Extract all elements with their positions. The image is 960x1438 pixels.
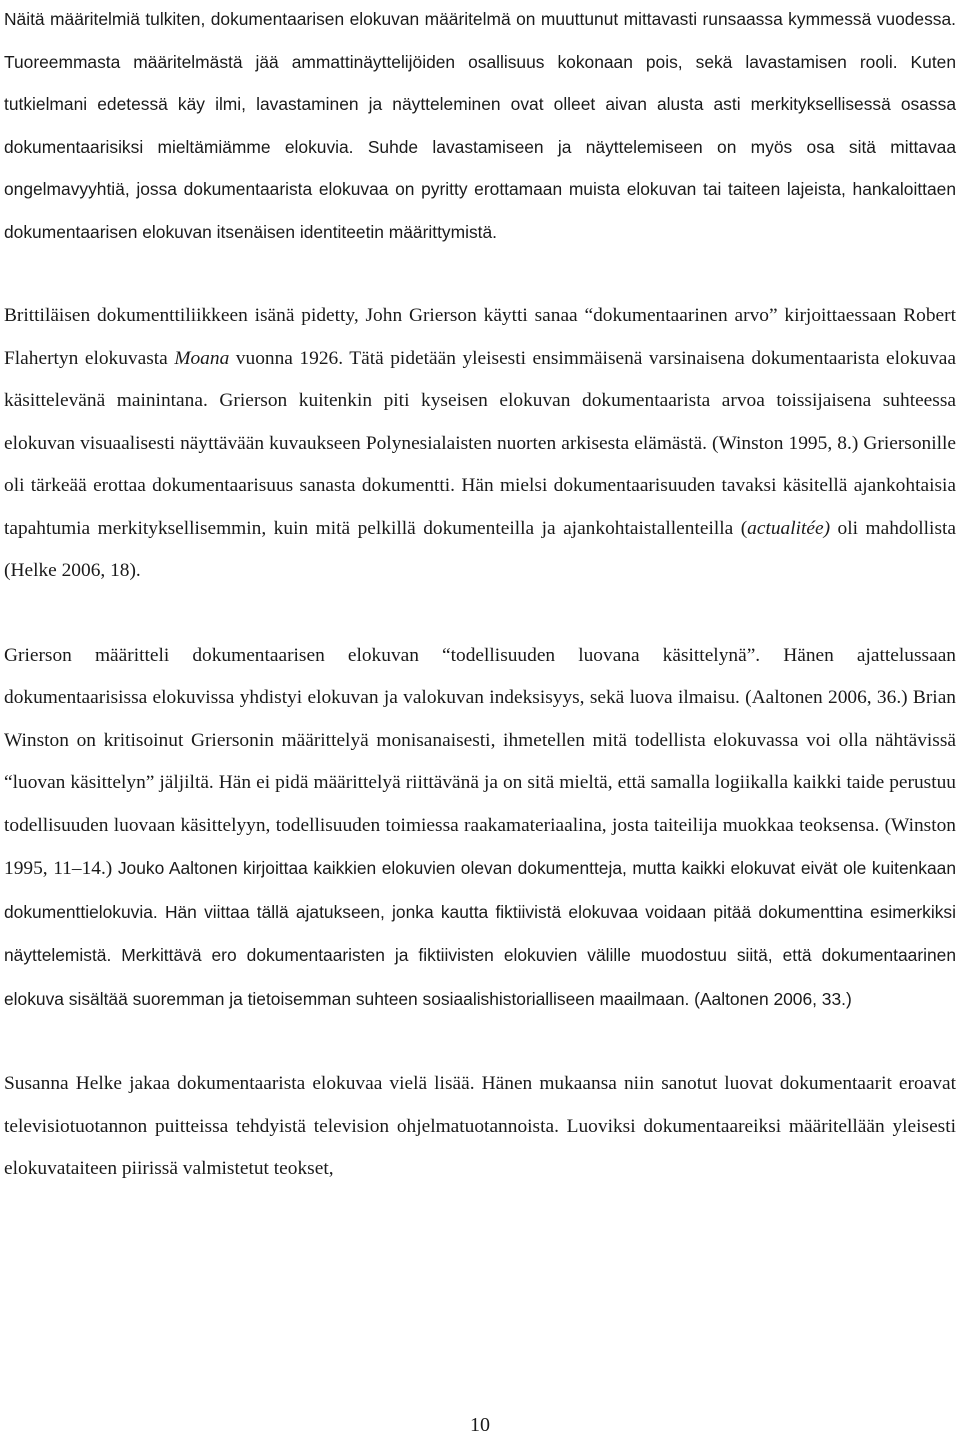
paragraph-4	[4, 1063, 956, 1191]
text-segment: Susanna Helke jakaa dokumentaarista elokuvaa vielä lisää. Hänen mukaansa niin sanotut luovat dokumentaarit eroavat televisiotuotannon puitteissa tehdyistä television ohjelmatuotannoista. Luoviksi dokumentaareiksi määritellään yleisesti elokuvataiteen piirissä valmistetut teokset,	[4, 1073, 956, 1179]
paragraph-1	[4, 0, 956, 253]
text-segment: Jouko Aaltonen kirjoittaa kaikkien elokuvien olevan dokumentteja, mutta kaikki elokuvat eivät ole kuitenkaan dokumenttielokuvia. Hän viittaa tällä ajatukseen, jonka kautta fiktiivistä elokuvaa voidaan pitää dokumenttina esimerkiksi näyttelemistä. Merkittävä ero dokumentaaristen ja fiktiivisten elokuvien välille muodostuu siitä, että dokumentaarinen elokuva sisältää suoremman ja tietoisemman suhteen sosiaalishistorialliseen maailmaan. (Aaltonen 2006, 33.)	[4, 858, 956, 1009]
document-page	[4, 0, 956, 1191]
page-number: 10	[470, 1414, 490, 1436]
text-segment: Näitä määritelmiä tulkiten, dokumentaarisen elokuvan määritelmä on muuttunut mittavasti runsaassa kymmessä vuodessa. Tuoreemmasta määritelmästä jää ammattinäyttelijöiden osallisuus kokonaan pois, sekä lavastamisen rooli. Kuten tutkielmani edetessä käy ilmi, lavastaminen ja näytteleminen ovat olleet aivan alusta asti merkityksellisessä osassa dokumentaarisiksi mieltämiämme elokuvia. Suhde lavastamiseen ja näyttelemiseen on myös osa sitä mittavaa ongelmavyyhtiä, jossa dokumentaarista elokuvaa on pyritty erottamaan muista elokuvan tai taiteen lajeista, hankaloittaen dokumentaarisen elokuvan itsenäisen identiteetin määrittymistä.	[4, 9, 956, 242]
paragraph-3	[4, 635, 956, 1022]
text-segment: vuonna 1926. Tätä pidetään yleisesti ensimmäisenä varsinaisena dokumentaarista elokuvaa käsittelevänä mainintana. Grierson kuitenkin piti kyseisen elokuvan dokumentaarista arvoa toissijaisena suhteessa elokuvan visuaalisesti näyttävään kuvaukseen Polynesialaisten nuorten arkisesta elämästä. (Winston 1995, 8.) Griersonille oli tärkeää erottaa dokumentaarisuus sanasta dokumentti. Hän mielsi dokumentaarisuuden tavaksi käsitellä ajankohtaisia tapahtumia merkityksellisemmin, kuin mitä pelkillä dokumenteilla ja ajankohtaistallenteilla (	[4, 347, 956, 539]
paragraph-2	[4, 295, 956, 593]
text-segment: actualitée)	[747, 517, 831, 539]
text-segment: Brittiläisen dokumenttiliikkeen isänä pidetty, John Grierson käytti sanaa “dokumentaarinen arvo” kirjoittaessaan Robert Flahertyn elokuvasta	[4, 305, 956, 369]
text-segment: Grierson määritteli dokumentaarisen elokuvan “todellisuuden luovana käsittelynä”. Hänen ajattelussaan dokumentaarisissa elokuvissa yhdistyi elokuvan ja valokuvan indeksisyys, sekä luova ilmaisu. (Aaltonen 2006, 36.) Brian Winston on kritisoinut Griersonin määrittelyä monisanaisesti, ihmetellen mitä todellista elokuvassa voi olla nähtävissä “luovan käsittelyn” jäljiltä. Hän ei pidä määrittelyä riittävänä ja on sitä mieltä, että samalla logiikalla kaikki taide perustuu todellisuuden luovaan käsittelyyn, todellisuuden toimiessa raakamateriaalina, josta taiteilija muokkaa teoksensa. (Winston 1995, 11–14.)	[4, 644, 956, 879]
text-segment: oli mahdollista (Helke 2006, 18).	[4, 517, 956, 581]
text-segment: Moana	[174, 347, 230, 369]
